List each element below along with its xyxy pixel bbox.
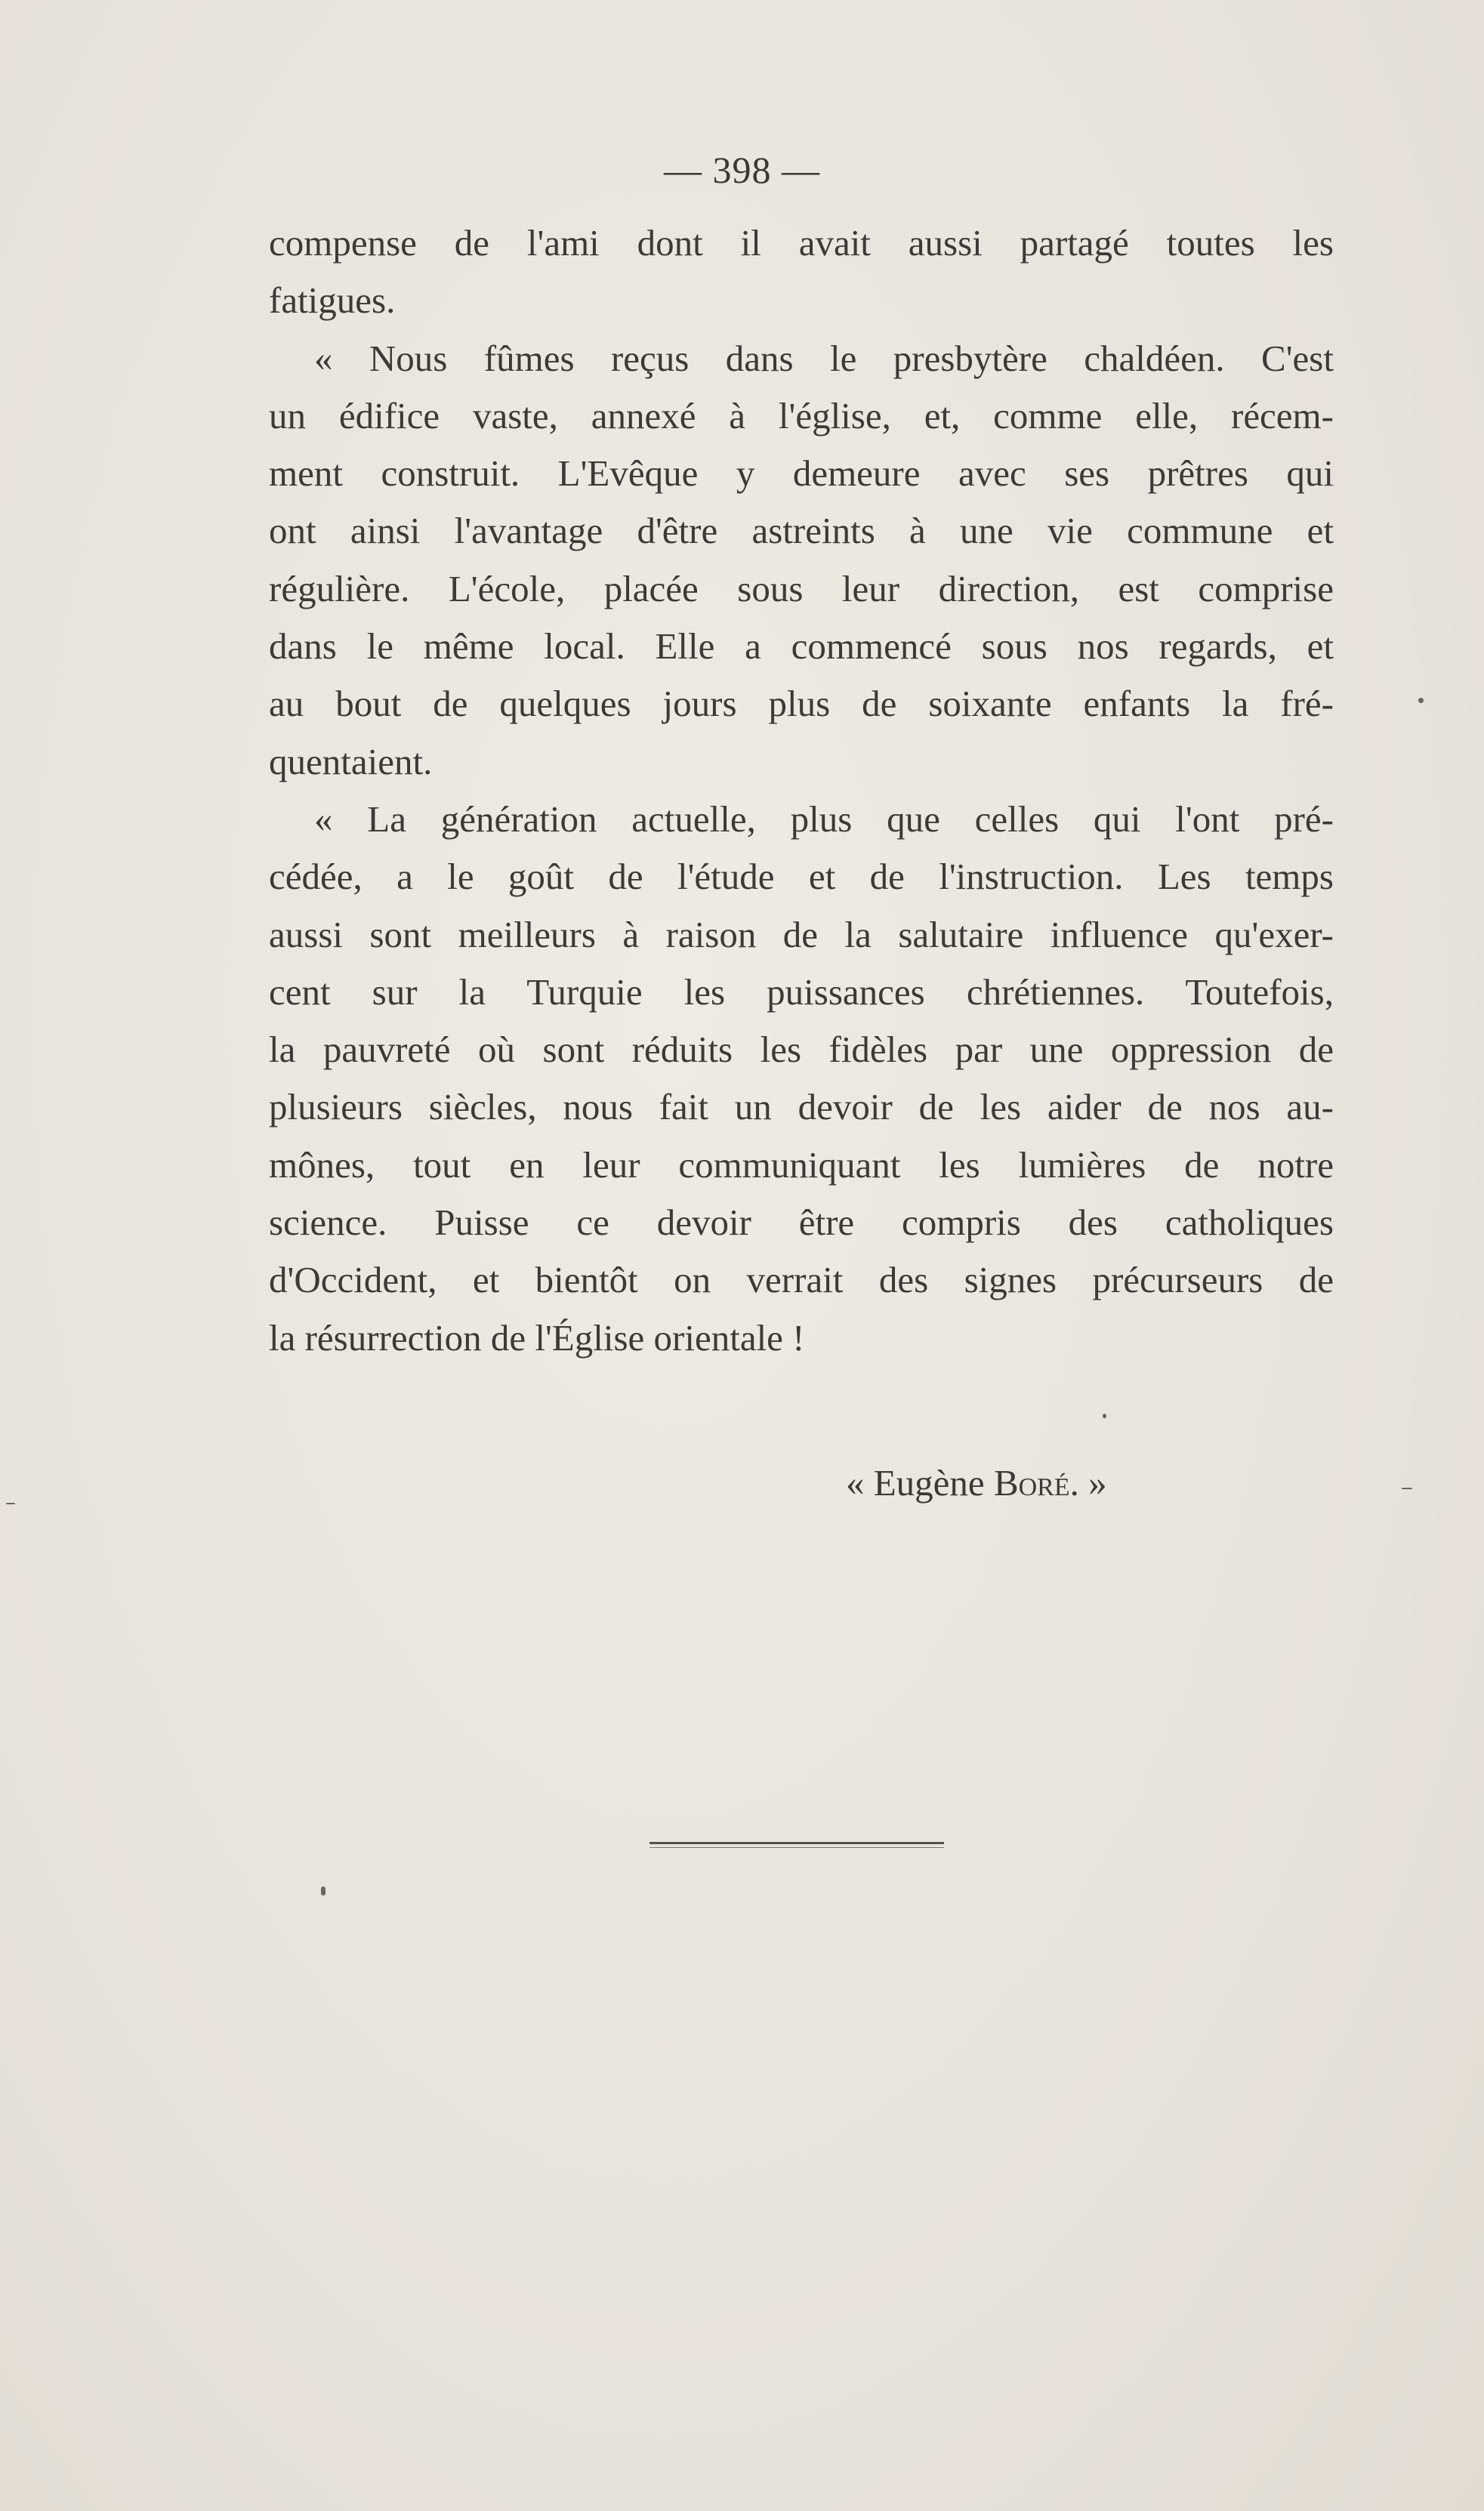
text-line: science. Puisse ce devoir être compris des catholiques [269,1202,1334,1244]
text-line: au bout de quelques jours plus de soixante enfants la fré- [269,683,1334,725]
signature-prefix: « Eugène [846,1462,994,1504]
text-line: cent sur la Turquie les puissances chrétiennes. Toutefois, [269,970,1334,1013]
text-line: quentaient. [269,740,433,782]
text-line: régulière. L'école, placée sous leur direction, est comprise [269,567,1334,609]
text-line: dans le même local. Elle a commencé sous nos regards, et [269,625,1334,668]
signature [846,1461,1107,1504]
section-divider-rule [649,1842,944,1844]
paper-speck [6,1503,15,1504]
text-line: ont ainsi l'avantage d'être astreints à une vie commune et [269,510,1334,552]
signature-suffix: . » [1069,1462,1107,1504]
text-line: plusieurs siècles, nous fait un devoir de les aider de nos au- [269,1086,1334,1128]
text-line: compense de l'ami dont il avait aussi partagé toutes les [269,222,1334,264]
text-line: d'Occident, et bientôt on verrait des signes précurseurs de [269,1259,1334,1301]
text-line: la résurrection de l'Église orientale ! [269,1316,805,1359]
text-line: la pauvreté où sont réduits les fidèles par une oppression de [269,1029,1334,1071]
text-line: un édifice vaste, annexé à l'église, et, comme elle, récem- [269,394,1334,436]
page-number: — 398 — [664,149,820,191]
text-line: ment construit. L'Evêque y demeure avec ses prêtres qui [269,452,1334,495]
body-text [269,214,1334,1367]
signature-name: Boré [993,1462,1070,1504]
text-line: cédée, a le goût de l'étude et de l'instruction. Les temps [269,856,1334,898]
text-line: fatigues. [269,279,396,322]
paper-speck [321,1886,325,1896]
paper-speck [1418,698,1424,703]
text-line: « Nous fûmes reçus dans le presbytère chaldéen. C'est [314,337,1334,379]
text-line: « La génération actuelle, plus que celles qui l'ont pré- [314,797,1334,840]
text-line: mônes, tout en leur communiquant les lumières de notre [269,1143,1334,1186]
paper-speck [1103,1414,1106,1418]
text-line: aussi sont meilleurs à raison de la salutaire influence qu'exer- [269,913,1334,955]
paper-speck [1402,1488,1412,1489]
